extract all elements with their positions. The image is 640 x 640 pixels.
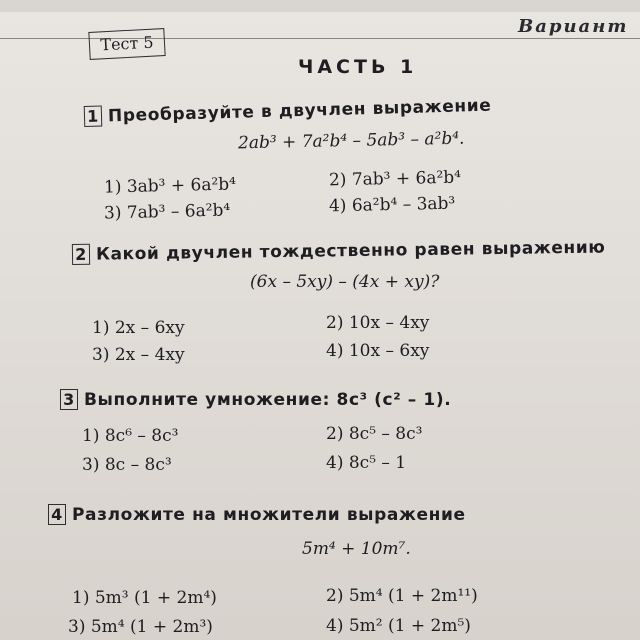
question-2-option-4: 4) 10x – 6xy [326,341,430,361]
question-4 [48,504,466,525]
question-2-option-1: 1) 2x – 6xy [92,318,185,338]
question-3 [60,389,451,410]
question-2-expression: (6x – 5xy) – (4x + xy)? [250,272,440,292]
question-2-option-3: 3) 2x – 4xy [92,345,185,365]
question-4-option-1: 1) 5m³ (1 + 2m⁴) [72,588,217,608]
question-1-option-1: 1) 3ab³ + 6a²b⁴ [103,174,237,198]
question-1-option-3: 3) 7ab³ – 6a²b⁴ [103,200,231,224]
question-1-expression: 2ab³ + 7a²b⁴ – 5ab³ – a²b⁴. [237,128,465,154]
question-4-expression: 5m⁴ + 10m⁷. [302,539,411,559]
question-3-option-3: 3) 8c – 8c³ [82,455,172,475]
question-number-box: 1 [84,106,103,127]
question-3-option-1: 1) 8c⁶ – 8c³ [82,426,179,446]
part-title: ЧАСТЬ 1 [298,56,418,78]
variant-label: Вариант [518,16,629,37]
question-1-option-2: 2) 7ab³ + 6a²b⁴ [328,167,462,191]
question-text: Выполните умножение: 8c³ (c² – 1). [84,390,452,410]
question-4-option-4: 4) 5m² (1 + 2m⁵) [326,616,471,636]
question-number-box: 4 [48,504,66,525]
question-text: Какой двучлен тождественно равен выражению [95,237,606,265]
question-3-option-4: 4) 8c⁵ – 1 [326,453,407,473]
test-label: Тест 5 [99,32,155,55]
question-4-option-3: 3) 5m⁴ (1 + 2m³) [68,617,213,637]
question-2-option-2: 2) 10x – 4xy [326,313,430,333]
question-number-box: 3 [60,389,78,410]
question-2 [72,237,606,265]
test-label-box [88,28,165,60]
question-4-option-2: 2) 5m⁴ (1 + 2m¹¹) [326,586,478,606]
question-1 [84,95,492,127]
question-1-option-4: 4) 6a²b⁴ – 3ab³ [328,193,456,217]
question-text: Разложите на множители выражение [72,505,466,525]
question-3-option-2: 2) 8c⁵ – 8c³ [326,424,423,444]
page-top-strip [0,0,640,12]
question-text: Преобразуйте в двучлен выражение [107,95,492,127]
question-number-box: 2 [72,244,90,265]
